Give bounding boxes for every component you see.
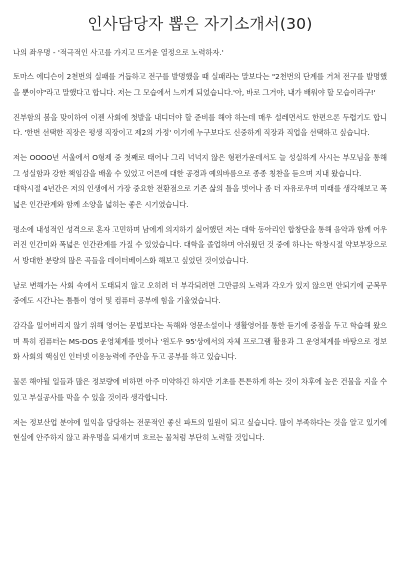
motto-line: 나의 좌우명 - '적극적인 사고를 가지고 뜨거운 열정으로 노력하자.' bbox=[13, 48, 224, 57]
paragraph-foundation: 물론 해야될 일들과 많은 정보량에 비하면 아주 미약하긴 하지만 기초를 튼튼하게 하는 것이 차후에 높은 건물을 지을 수 있고 부실공사를 막을 수 있을 것이라 생각합니다. bbox=[13, 377, 387, 402]
paragraph-military-study: 날로 변해가는 사회 속에서 도태되지 않고 오히려 더 부각되려면 그만큼의 노력과 각오가 있지 않으면 안되기에 군복무 중에도 시간나는 틈틈이 영어 및 컴퓨터 공부에 힘을 기울였습니다. bbox=[13, 280, 387, 305]
document-title: 인사담당자 뽑은 자기소개서(30) bbox=[87, 15, 313, 33]
paragraph-family-university: 저는 OOOO년 서울에서 O형제 중 첫째로 태어나 그리 넉넉지 않은 형편가운데서도 늘 성실하게 사시는 부모님을 통해 그 성실함과 강한 책임감을 배울 수 있었고 어른에 대한 공경과 예의바름으로 종종 칭찬을 듣으며 지내 왔습니다. 대학시절 4년간은 저의 인생에서 가장 중요한 전환점으로 기존 삶의 틀을 벗어나 좀 더 자유로우며 미래를 생각해보고 폭넓은 인간관계와 함께 소양을 넓히는 좋은 시기였습니다. bbox=[13, 153, 387, 209]
paragraph-choir: 평소에 내성적인 성격으로 혼자 고민하며 남에게 의지하기 싫어했던 저는 대학 동아리인 합창단을 통해 음악과 함께 어우러진 인간미와 폭넓은 인간관계를 가질 수 있었습니다. 대학을 졸업하며 아쉬웠던 것 중에 하나는 학창시절 약보부장으로서 방대한 분량의 많은 곡들을 데이터베이스화 해보고 싶었던 것이었습니다. bbox=[13, 224, 387, 265]
paragraph-english-computer: 감각을 일어버리지 않기 위해 영어는 문법보다는 독해와 영문소설이나 생활영어를 통한 듣기에 중점을 두고 학습해 왔으며 특히 컴퓨터는 MS-DOS 운영체계를 벗어나 '윈도우 95'상에서의 자체 프로그램 활용과 그 운영체계를 바탕으로 정보화 사회의 핵심인 인터넷 이용능력에 주안을 두고 공부를 하고 있습니다. bbox=[13, 321, 387, 361]
paragraph-career-choice: 진부함의 봄을 맞이하여 이젠 사회에 첫발을 내디더야 할 준비를 해야 하는데 매우 설레면서도 한편으론 두렵기도 합니다. '한번 선택한 직장은 평생 직장이고 제2의 가정' 이기에 누구보다도 신중하게 직장과 직업을 선택하고 싶습니다. bbox=[13, 112, 387, 137]
body-text bbox=[13, 69, 387, 446]
paragraph-edison: 토마스 에디슨이 2천번의 실패를 거듭하고 전구를 발명했을 때 실패라는 말보다는 "2천번의 단계를 거쳐 전구를 발명했을 뿐이야"라고 말했다고 합니다. 저는 그 모습에서 느끼게 되었습니다.'아, 바로 그거야, 내가 배워야 할 모습이라구!' bbox=[13, 72, 387, 97]
paragraph-closing: 저는 정보산업 분야에 일익을 담당하는 전문적인 좋신 파트의 일원이 되고 싶습니다. 많이 부족하다는 것을 알고 있기에 현실에 안주하지 않고 좌우명을 되새기며 흐르는 물처럼 부단히 노력할 것입니다. bbox=[13, 417, 387, 442]
